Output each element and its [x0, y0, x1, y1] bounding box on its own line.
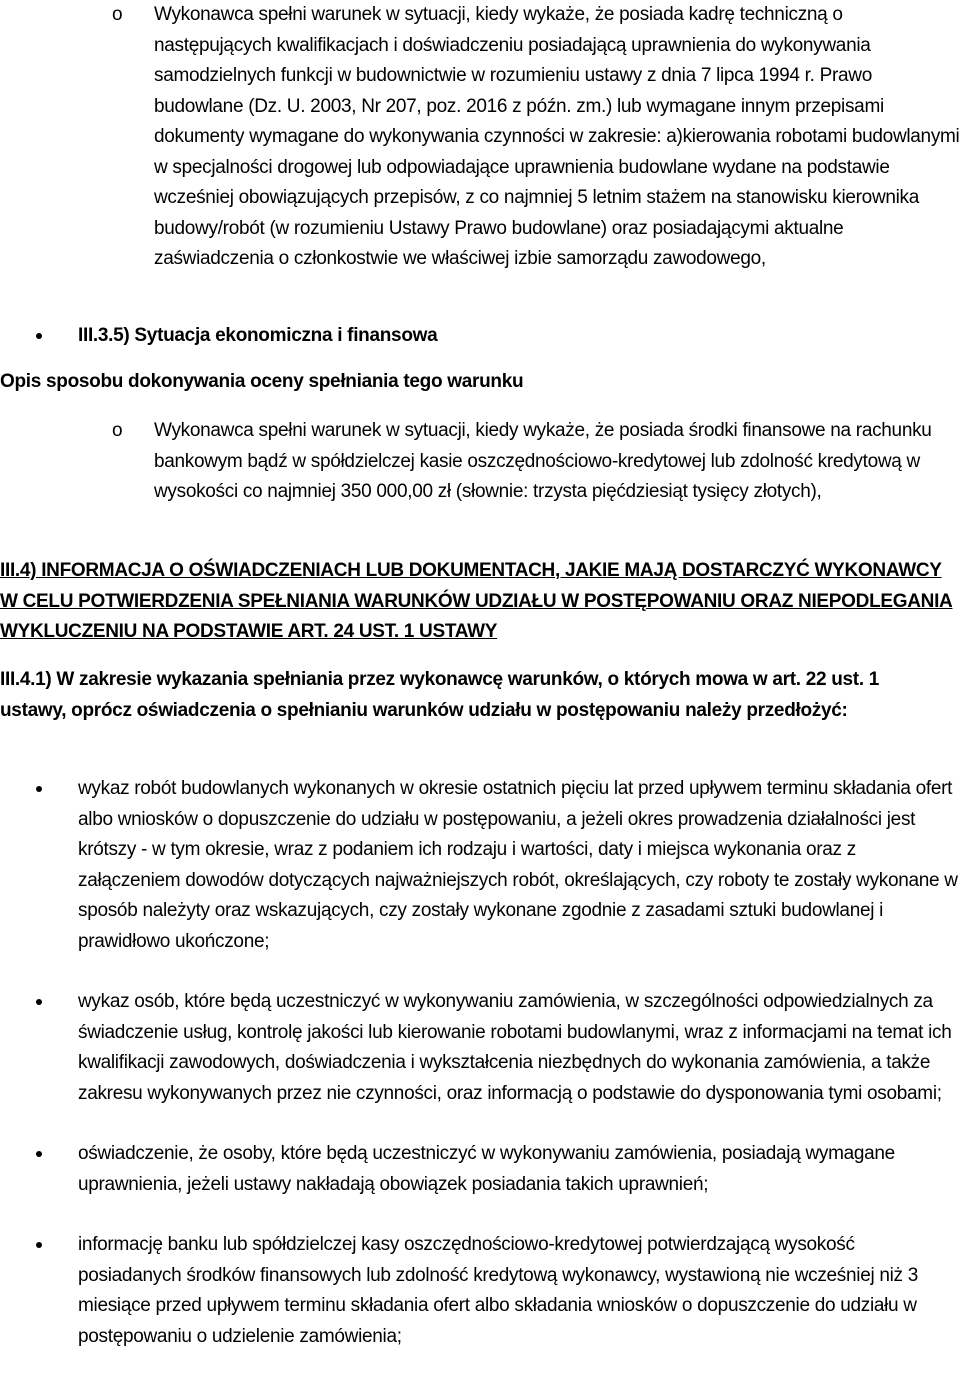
- list-item: [112, 416, 960, 508]
- documents-list: [78, 774, 960, 1352]
- bullet-icon: [36, 333, 42, 339]
- list-item-text: wykaz robót budowlanych wykonanych w okresie ostatnich pięciu lat przed upływem terminu składania ofert albo wniosków o dopuszczenie do udziału w postępowaniu, a jeżeli okres prowadzenia działalności jest krótszy - w tym okresie, wraz z podaniem ich rodzaju i wartości, daty i miejsca wykonania oraz z załączeniem dowodów dotyczących najważniejszych robót, określających, czy roboty te zostały wykonane w sposób należyty oraz wskazujących, czy zostały wykonane zgodnie z zasadami sztuki budowlanej i prawidłowo ukończone;: [78, 778, 958, 952]
- list-item: [78, 774, 960, 957]
- list-item-text: wykaz osób, które będą uczestniczyć w wykonywaniu zamówienia, w szczególności odpowiedzialnych za świadczenie usług, kontrolę jakości lub kierowanie robotami budowlanymi, wraz z informacjami na temat ich kwalifikacji zawodowych, doświadczenia i wykształcenia niezbędnych do wykonania zamówienia, a także zakresu wykonywanych przez nie czynności, oraz informacją o podstawie do dysponowania tymi osobami;: [78, 991, 952, 1104]
- section-heading-economic: III.3.5) Sytuacja ekonomiczna i finansowa: [78, 321, 948, 352]
- bullet-icon: [36, 999, 42, 1005]
- bullet-icon: [36, 1151, 42, 1157]
- list-marker: o: [112, 420, 123, 441]
- section-subheading-assessment: Opis sposobu dokonywania oceny spełniania tego warunku: [0, 371, 524, 392]
- section-heading-documents: III.4) INFORMACJA O OŚWIADCZENIACH LUB DOKUMENTACH, JAKIE MAJĄ DOSTARCZYĆ WYKONAWCY W CELU POTWIERDZENIA SPEŁNIANIA WARUNKÓW UDZIAŁU W POSTĘPOWANIU ORAZ NIEPODLEGANIA WYKLUCZENIU NA PODSTAWIE ART. 24 UST. 1 USTAWY: [0, 560, 953, 642]
- list-item-text: oświadczenie, że osoby, które będą uczestniczyć w wykonywaniu zamówienia, posiadają wymagane uprawnienia, jeżeli ustawy nakładają obowiązek posiadania takich uprawnień;: [78, 1143, 895, 1195]
- section-subheading-requirements: III.4.1) W zakresie wykazania spełniania przez wykonawcę warunków, o których mowa w art. 22 ust. 1 ustawy, oprócz oświadczenia o spełnianiu warunków udziału w postępowaniu należy przedłożyć:: [0, 669, 880, 721]
- financial-list: [112, 416, 960, 508]
- list-marker: o: [112, 4, 123, 25]
- list-item: [78, 1139, 960, 1200]
- list-item-text: informację banku lub spółdzielczej kasy oszczędnościowo-kredytowej potwierdzającą wysokość posiadanych środków finansowych lub zdolność kredytową wykonawcy, wystawioną nie wcześniej niż 3 miesiące przed upływem terminu składania ofert albo składania wniosków o dopuszczenie do udziału w postępowaniu o udzielenie zamówienia;: [78, 1234, 918, 1347]
- list-item-text: Wykonawca spełni warunek w sytuacji, kiedy wykaże, że posiada kadrę techniczną o następujących kwalifikacjach i doświadczeniu posiadającą uprawnienia do wykonywania samodzielnych funkcji w budownictwie w rozumieniu ustawy z dnia 7 lipca 1994 r. Prawo budowlane (Dz. U. 2003, Nr 207, poz. 2016 z późn. zm.) lub wymagane innym przepisami dokumenty wymagane do wykonywania czynności w zakresie: a)kierowania robotami budowlanymi w specjalności drogowej lub odpowiadające uprawnienia budowlane wydane na podstawie wcześniej obowiązujących przepisów, z co najmniej 5 letnim stażem na stanowisku kierownika budowy/robót (w rozumieniu Ustawy Prawo budowlane) oraz posiadającymi aktualne zaświadczenia o członkostwie we właściwej izbie samorządu zawodowego,: [154, 4, 960, 269]
- qualification-list: [112, 0, 960, 275]
- bullet-icon: [36, 786, 42, 792]
- bullet-icon: [36, 1242, 42, 1248]
- list-item: [112, 0, 960, 275]
- list-item: [78, 1230, 960, 1352]
- list-item-text: Wykonawca spełni warunek w sytuacji, kiedy wykaże, że posiada środki finansowe na rachunku bankowym bądź w spółdzielczej kasie oszczędnościowo-kredytowej lub zdolność kredytową w wysokości co najmniej 350 000,00 zł (słownie: trzysta pięćdziesiąt tysięcy złotych),: [154, 420, 932, 502]
- list-item: [78, 987, 960, 1109]
